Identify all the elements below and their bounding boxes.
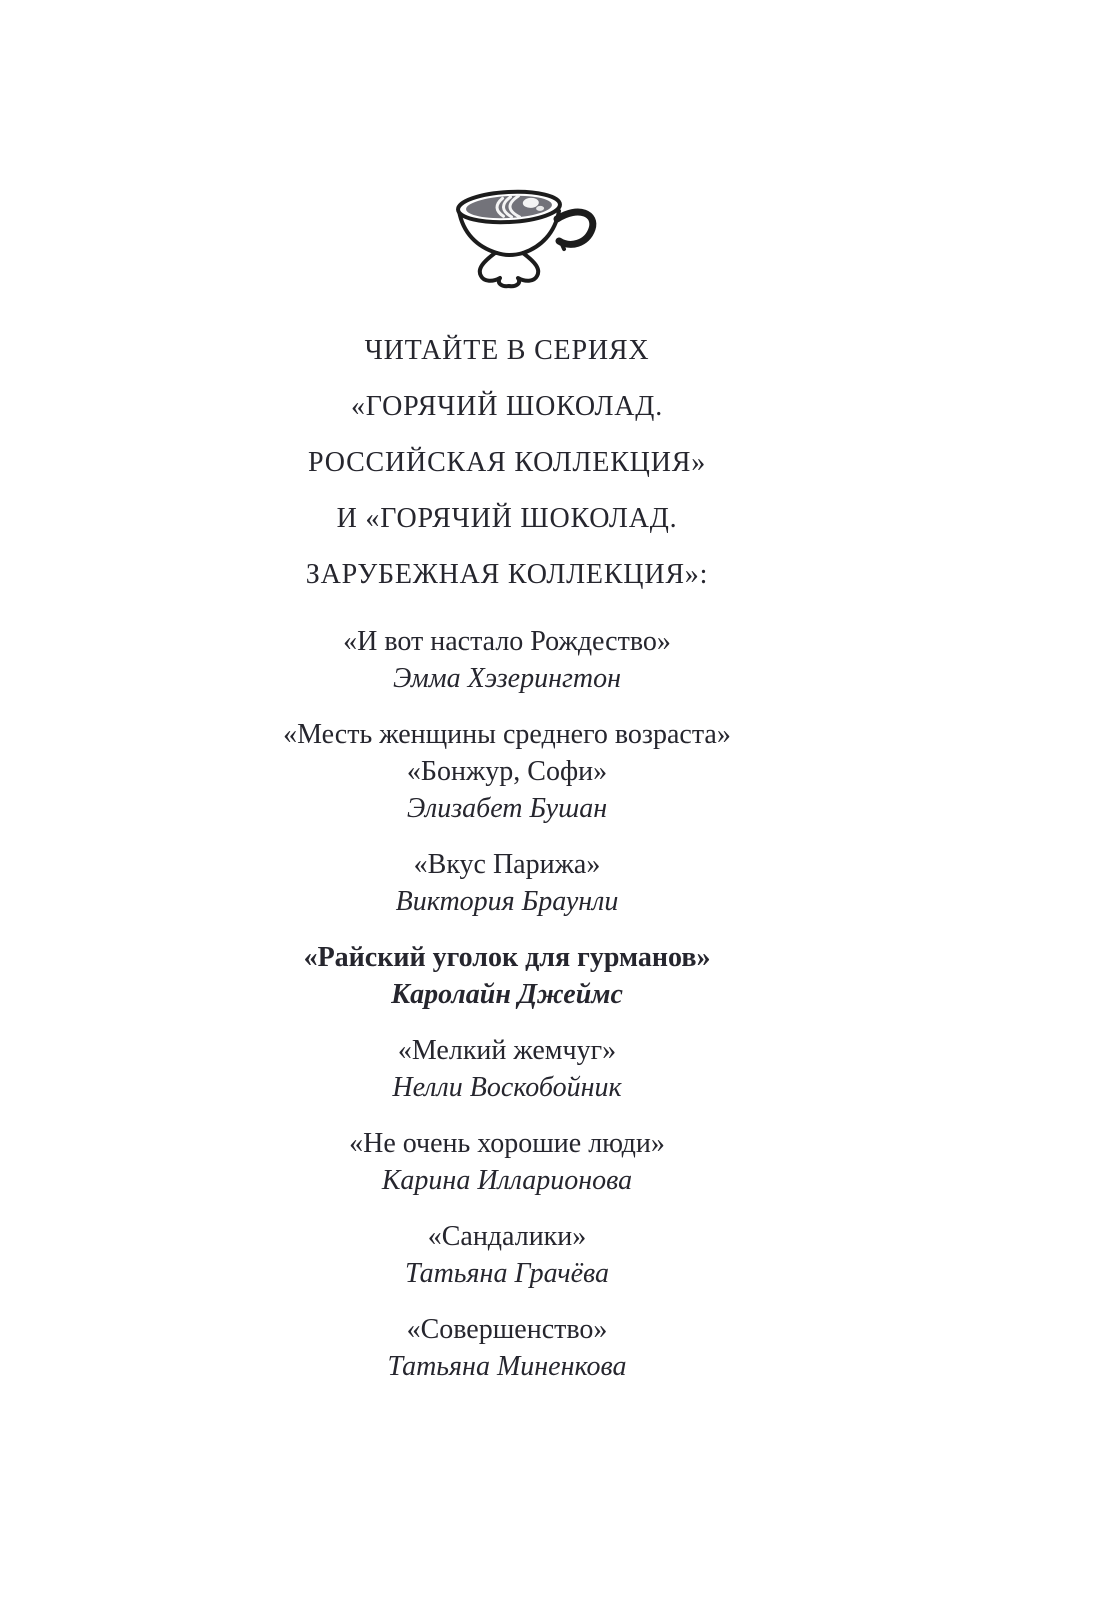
book-entry-2 — [177, 716, 837, 827]
book-entry-6 — [177, 1125, 837, 1199]
heading-line-2: «ГОРЯЧИЙ ШОКОЛАД. — [350, 391, 664, 422]
book-title: «Вкус Парижа» — [413, 849, 601, 880]
book-entry-4 — [177, 939, 837, 1013]
book-entry-3 — [177, 846, 837, 920]
heading-line-4: И «ГОРЯЧИЙ ШОКОЛАД. — [336, 503, 678, 534]
book-author: Татьяна Грачёва — [405, 1258, 609, 1289]
book-entry-7 — [177, 1218, 837, 1292]
book-author: Карина Илларионова — [381, 1165, 633, 1196]
book-title: «Сандалики» — [427, 1221, 587, 1252]
book-title: «Месть женщины среднего возраста» — [283, 719, 731, 750]
book-title: «Мелкий жемчуг» — [397, 1035, 617, 1066]
book-entry-8 — [177, 1311, 837, 1385]
cup-rim-group — [457, 189, 560, 224]
book-author: Элизабет Бушан — [406, 793, 608, 824]
coffee-cup-icon — [443, 183, 603, 293]
heading-line-5: ЗАРУБЕЖНАЯ КОЛЛЕКЦИЯ»: — [305, 559, 709, 590]
cup-handle — [557, 212, 593, 244]
series-heading — [177, 323, 837, 603]
book-entry-5 — [177, 1032, 837, 1106]
book-author: Татьяна Миненкова — [387, 1351, 627, 1382]
book-author: Нелли Воскобойник — [392, 1072, 622, 1103]
heading-line-1: ЧИТАЙТЕ В СЕРИЯХ — [364, 335, 650, 366]
book-title: «Совершенство» — [406, 1314, 608, 1345]
book-title: «Райский уголок для гурманов» — [303, 942, 711, 973]
cup-foot — [480, 253, 538, 286]
book-author: Виктория Браунли — [395, 886, 619, 917]
coffee-cup-illustration — [443, 183, 603, 293]
book-title: «И вот настало Рождество» — [343, 626, 671, 657]
book-title: «Не очень хорошие люди» — [349, 1128, 665, 1159]
book-entry-1 — [177, 623, 837, 697]
book-title: «Бонжур, Софи» — [406, 756, 608, 787]
cup-bowl-bottom — [497, 253, 523, 255]
book-list — [177, 623, 837, 1385]
book-author: Эмма Хэзерингтон — [392, 663, 622, 694]
page-content — [177, 183, 837, 1404]
heading-line-3: РОССИЙСКАЯ КОЛЛЕКЦИЯ» — [308, 447, 706, 478]
book-author: Каролайн Джеймс — [391, 979, 623, 1010]
